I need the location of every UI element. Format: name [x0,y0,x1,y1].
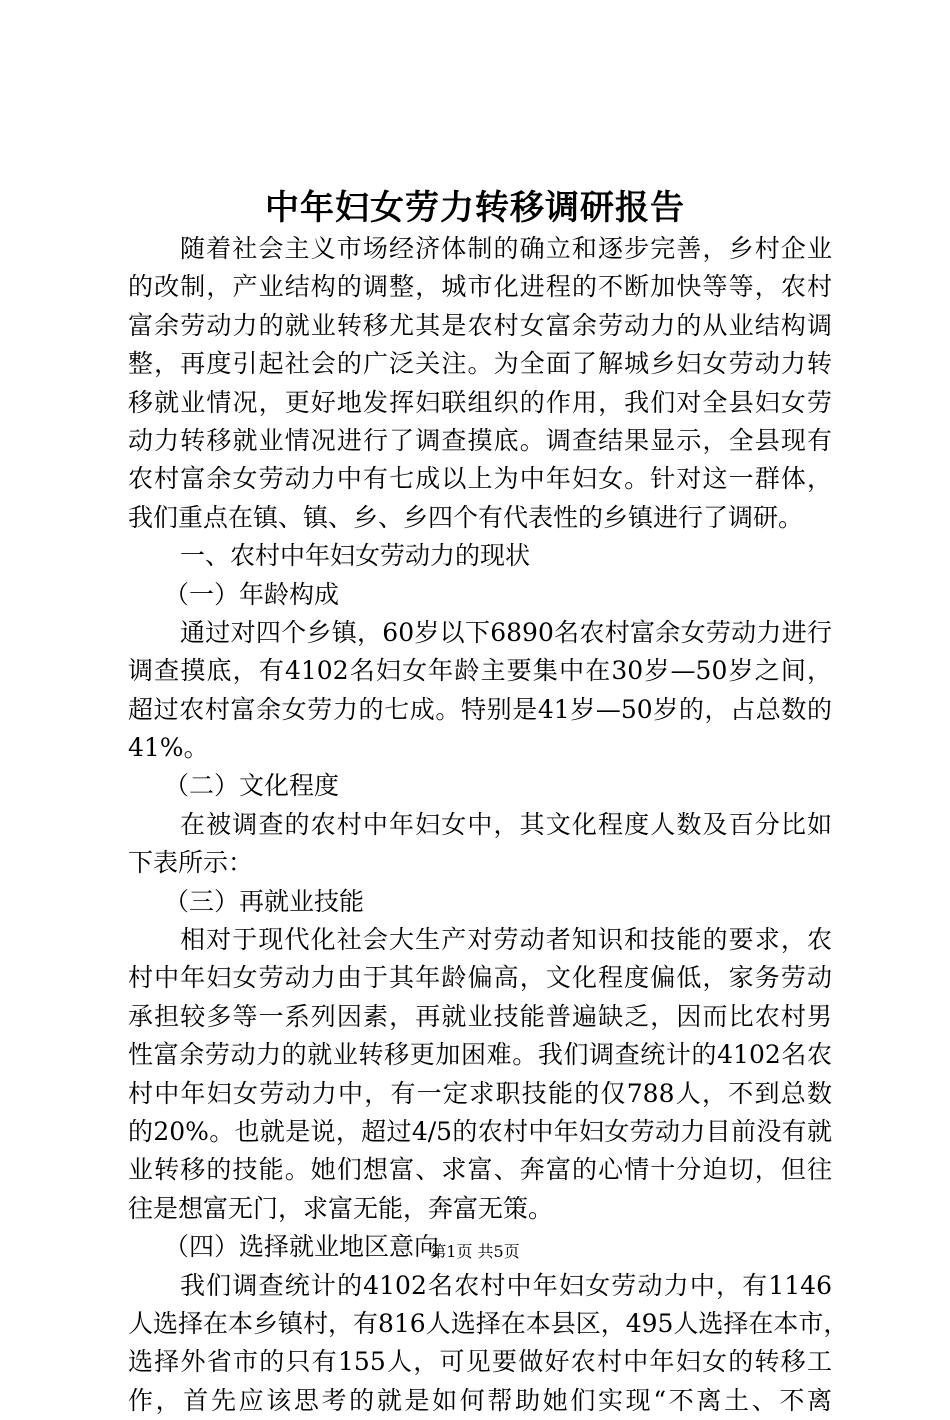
section-heading: 一、农村中年妇女劳动力的现状 [180,541,531,571]
paragraph-line: 业转移的技能。她们想富、求富、奔富的心情十分迫切，但往 [128,1155,832,1185]
paragraph-line: 作，首先应该思考的就是如何帮助她们实现“不离土、不离 [128,1385,832,1415]
paragraph-line: 超过农村富余女劳力的七成。特别是41岁—50岁的，占总数的 [128,694,832,724]
paragraph-line: 相对于现代化社会大生产对劳动者知识和技能的要求，农 [180,925,832,955]
subsection-heading: （四）选择就业地区意向 [164,1232,440,1262]
document-title: 中年妇女劳力转移调研报告 [265,188,685,228]
paragraph-line: 在被调查的农村中年妇女中，其文化程度人数及百分比如 [180,809,832,839]
paragraph-line: 选择外省市的只有155人，可见要做好农村中年妇女的转移工 [128,1347,832,1377]
paragraph-line: 人选择在本乡镇村，有816人选择在本县区，495人选择在本市， [128,1308,849,1338]
paragraph-line: 的20%。也就是说，超过4/5的农村中年妇女劳动力目前没有就 [128,1116,832,1146]
paragraph-line: 村中年妇女劳动力由于其年龄偏高，文化程度偏低，家务劳动 [128,963,832,993]
paragraph-line: 往是想富无门，求富无能，奔富无策。 [128,1193,554,1223]
subsection-heading: （二）文化程度 [164,771,340,801]
paragraph-line: 调查摸底，有4102名妇女年龄主要集中在30岁—50岁之间， [128,656,832,686]
subsection-heading: （一）年龄构成 [164,579,340,609]
paragraph-line: 农村富余女劳动力中有七成以上为中年妇女。针对这一群体， [128,464,832,494]
paragraph-line: 性富余劳动力的就业转移更加困难。我们调查统计的4102名农 [128,1040,832,1070]
paragraph-line: 整，再度引起社会的广泛关注。为全面了解城乡妇女劳动力转 [128,349,832,379]
paragraph-line: 随着社会主义市场经济体制的确立和逐步完善，乡村企业 [180,234,832,263]
paragraph-line: 下表所示： [128,848,254,878]
paragraph-line: 动力转移就业情况进行了调查摸底。调查结果显示，全县现有 [128,425,832,455]
paragraph-line: 通过对四个乡镇，60岁以下6890名农村富余女劳动力进行 [180,617,832,647]
page-footer: 第1页 共5页 [430,1242,520,1261]
paragraph-line: 承担较多等一系列因素，再就业技能普遍缺乏，因而比农村男 [128,1001,832,1031]
paragraph-line: 41%。 [128,733,209,763]
paragraph-line: 的改制，产业结构的调整，城市化进程的不断加快等等，农村 [128,272,832,302]
paragraph-line: 移就业情况，更好地发挥妇联组织的作用，我们对全县妇女劳 [128,387,832,417]
subsection-heading: （三）再就业技能 [164,886,365,916]
paragraph-line: 我们调查统计的4102名农村中年妇女劳动力中，有1146 [180,1270,832,1300]
paragraph-line: 我们重点在镇、镇、乡、乡四个有代表性的乡镇进行了调研。 [128,502,804,532]
paragraph-line: 村中年妇女劳动力中，有一定求职技能的仅788人，不到总数 [128,1078,832,1108]
paragraph-line: 富余劳动力的就业转移尤其是农村女富余劳动力的从业结构调 [128,310,832,340]
